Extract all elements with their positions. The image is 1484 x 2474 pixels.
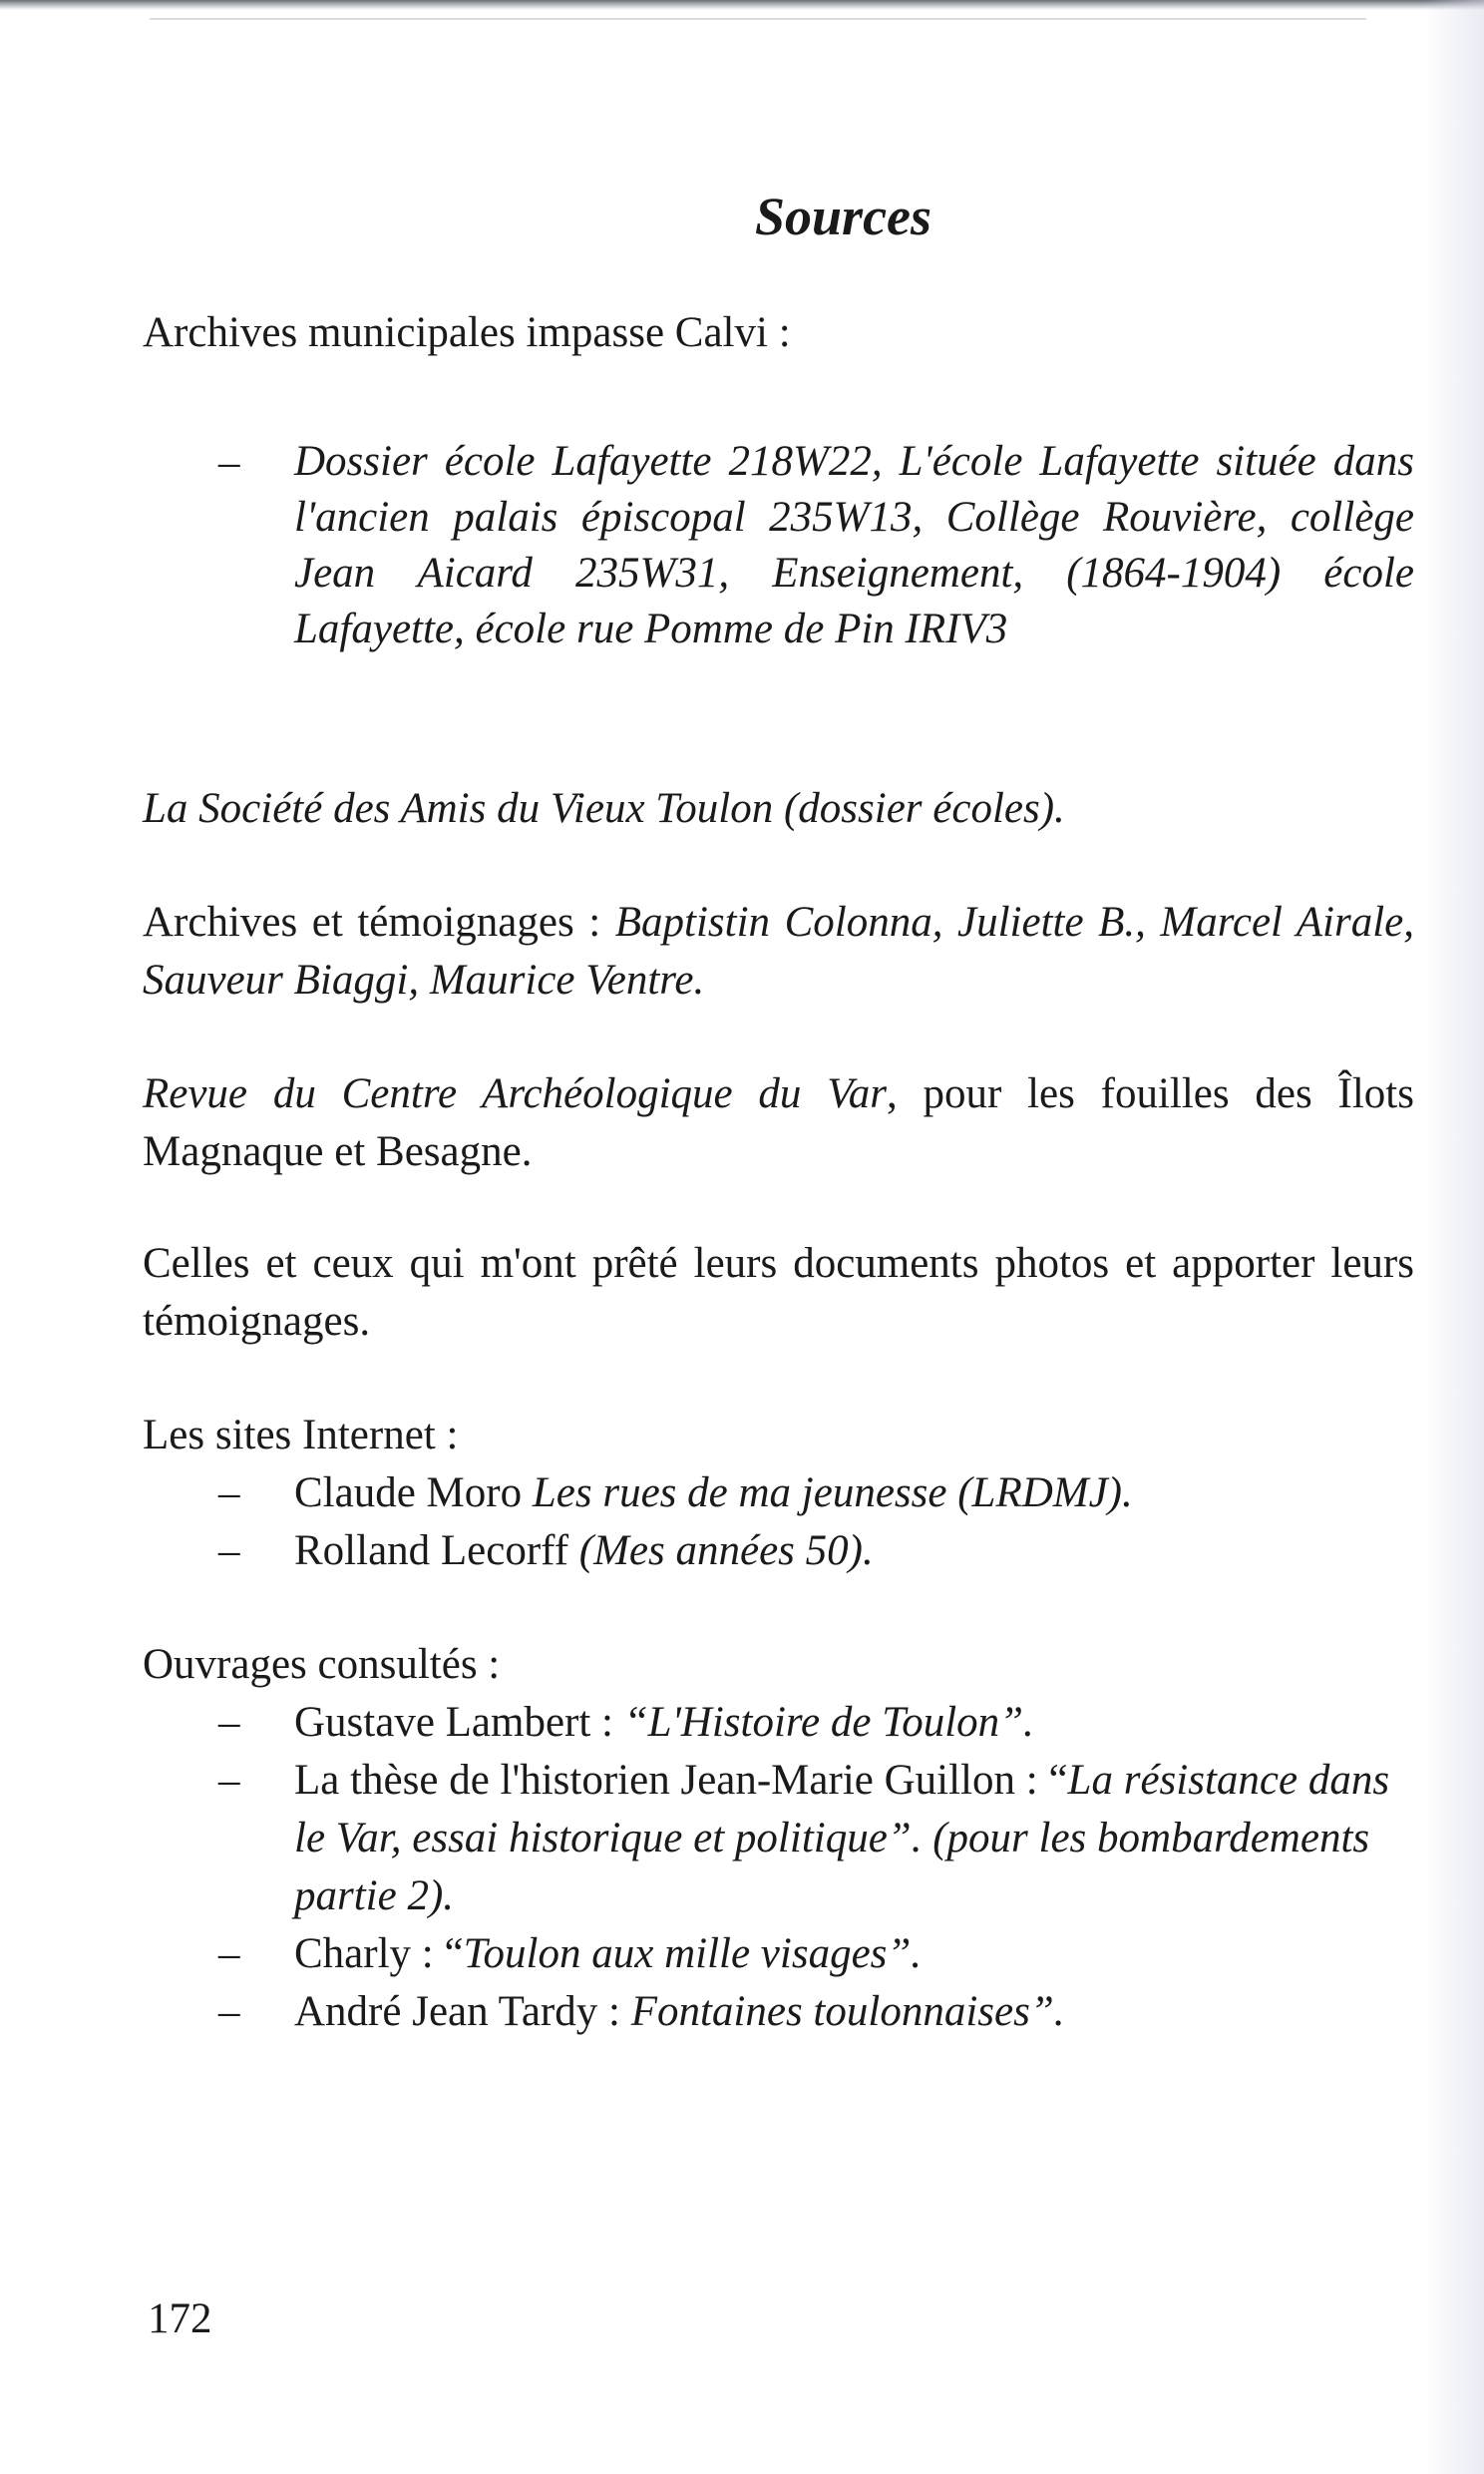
list-item — [143, 1694, 1414, 1752]
ouvrage-author: Charly : “ — [294, 1930, 464, 1977]
list-item — [143, 1983, 1414, 2041]
ouvrage-work: “L'Histoire de Toulon”. — [623, 1699, 1034, 1746]
list-item — [143, 1464, 1414, 1522]
dash-bullet: – — [218, 1930, 240, 1977]
dash-bullet: – — [218, 1527, 240, 1574]
page-title: Sources — [754, 187, 932, 246]
ouvrage-work: Toulon aux mille visages”. — [463, 1930, 923, 1977]
revue-rest: , pour les fouilles des Îlots Magnaque et Besagne. — [143, 1070, 1414, 1175]
list-item — [143, 1522, 1414, 1580]
sites-list — [143, 1464, 1414, 1580]
list-item — [143, 1925, 1414, 1983]
dash-bullet: – — [218, 439, 240, 486]
ouvrages-intro: Ouvrages consultés : — [143, 1641, 501, 1688]
temoignages-names: Baptistin Colonna, Juliette B., Marcel Airale, Sauveur Biaggi, Maurice Ventre. — [143, 899, 1414, 1004]
archives-list — [143, 434, 1414, 657]
archives-intro: Archives municipales impasse Calvi : — [143, 309, 791, 356]
ouvrage-author: André Jean Tardy : — [294, 1988, 631, 2035]
site-author: Rolland Lecorff — [294, 1527, 579, 1574]
revue-title: Revue du Centre Archéologique du Var — [143, 1070, 887, 1117]
archives-item-text: Dossier école Lafayette 218W22, L'école Lafayette située dans l'ancien palais épiscopal 235W13, Collège Rouvière, collège Jean Aicard 235W31, Enseignement, (1864-1904) école Lafayette, école rue Pomme de Pin IRIV3 — [294, 438, 1414, 652]
sites-intro: Les sites Internet : — [143, 1412, 459, 1458]
page-top-rule — [150, 18, 1366, 20]
remerciements-paragraph: Celles et ceux qui m'ont prêté leurs documents photos et apporter leurs témoignages. — [143, 1240, 1414, 1345]
ouvrage-author: La thèse de l'historien Jean-Marie Guillon : “ — [294, 1757, 1068, 1804]
dash-bullet: – — [218, 1988, 240, 2035]
list-item — [143, 1752, 1414, 1925]
temoignages-label: Archives et témoignages : — [143, 899, 601, 946]
ouvrage-author: Gustave Lambert : — [294, 1699, 624, 1746]
site-work: Les rues de ma jeunesse (LRDMJ). — [532, 1469, 1133, 1516]
page-top-edge — [0, 0, 1484, 10]
ouvrages-list — [143, 1694, 1414, 2041]
ouvrage-work: Fontaines toulonnaises”. — [630, 1988, 1065, 2035]
page-number: 172 — [148, 2295, 212, 2342]
dash-bullet: – — [218, 1699, 240, 1746]
site-work: (Mes années 50). — [578, 1527, 874, 1574]
page-right-shadow — [1424, 0, 1484, 2474]
ouvrage-work: La résistance dans le Var, essai historique et politique”. (pour les bombardements partie 2). — [294, 1757, 1390, 1919]
dash-bullet: – — [218, 1757, 240, 1804]
page-content — [143, 170, 1414, 2035]
societe-line: La Société des Amis du Vieux Toulon (dossier écoles). — [143, 785, 1065, 832]
site-author: Claude Moro — [294, 1469, 533, 1516]
list-item — [143, 434, 1414, 657]
dash-bullet: – — [218, 1469, 240, 1516]
revue-paragraph — [143, 1065, 1414, 1181]
temoignages-paragraph — [143, 894, 1414, 1010]
